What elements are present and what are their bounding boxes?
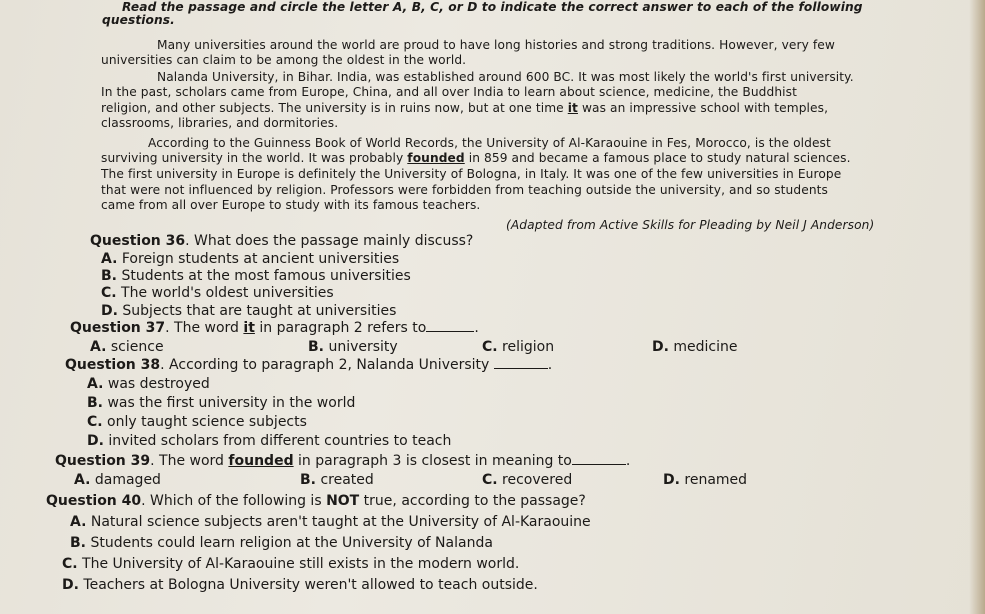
q39-option-b[interactable] bbox=[300, 472, 374, 488]
option-letter: C. bbox=[101, 285, 117, 301]
question-39-number: Question 39 bbox=[55, 453, 151, 469]
option-letter: C. bbox=[87, 414, 103, 430]
question-36-text: . What does the passage mainly discuss? bbox=[185, 233, 474, 249]
q40-option-c[interactable] bbox=[62, 556, 519, 572]
q37-highlight-word: it bbox=[243, 320, 255, 336]
option-text: invited scholars from different countries to teach bbox=[108, 433, 452, 449]
option-text: university bbox=[328, 339, 398, 355]
q38-option-d[interactable] bbox=[87, 433, 451, 449]
option-text: The University of Al-Karaouine still exists in the modern world. bbox=[82, 556, 520, 572]
passage-source: (Adapted from Active Skills for Pleading by Neil J Anderson) bbox=[506, 218, 875, 232]
question-37-number: Question 37 bbox=[70, 320, 166, 336]
option-letter: B. bbox=[70, 535, 86, 551]
q39-option-c[interactable] bbox=[482, 472, 572, 488]
p3-highlight-founded: founded bbox=[407, 151, 465, 165]
q37-text-start: . The word bbox=[165, 320, 244, 336]
q39-text-start: . The word bbox=[150, 453, 229, 469]
q40-option-a[interactable] bbox=[70, 514, 591, 530]
option-text: Subjects that are taught at universities bbox=[122, 303, 397, 319]
q40-option-b[interactable] bbox=[70, 535, 493, 551]
option-letter: D. bbox=[87, 433, 104, 449]
option-letter: A. bbox=[74, 472, 91, 488]
passage-p3-line-5: came from all over Europe to study with its famous teachers. bbox=[101, 198, 481, 212]
question-38-stem bbox=[65, 357, 552, 373]
option-letter: C. bbox=[482, 339, 498, 355]
question-37-stem bbox=[70, 320, 479, 336]
passage-p3-line-2 bbox=[101, 151, 851, 165]
passage-p2-line-3 bbox=[101, 101, 828, 115]
q37-option-a[interactable] bbox=[90, 339, 164, 355]
q36-option-a[interactable] bbox=[101, 251, 399, 267]
page-edge-shadow bbox=[969, 0, 985, 614]
answer-blank bbox=[572, 454, 626, 465]
option-letter: B. bbox=[300, 472, 316, 488]
option-text: Students could learn religion at the University of Nalanda bbox=[90, 535, 493, 551]
answer-blank bbox=[494, 358, 548, 369]
passage-p2-line-4: classrooms, libraries, and dormitories. bbox=[101, 116, 339, 130]
option-letter: C. bbox=[482, 472, 498, 488]
q38-period: . bbox=[547, 357, 553, 373]
option-letter: D. bbox=[652, 339, 669, 355]
q38-option-b[interactable] bbox=[87, 395, 355, 411]
option-letter: D. bbox=[62, 577, 79, 593]
q37-period: . bbox=[474, 320, 479, 336]
option-letter: A. bbox=[101, 251, 118, 267]
p2-l3-end: was an impressive school with temples, bbox=[577, 101, 829, 115]
option-text: Foreign students at ancient universities bbox=[121, 251, 400, 267]
option-letter: C. bbox=[62, 556, 78, 572]
option-text: renamed bbox=[684, 472, 748, 488]
option-letter: B. bbox=[308, 339, 324, 355]
option-text: religion bbox=[502, 339, 555, 355]
instructions-line-2: questions. bbox=[102, 13, 175, 27]
passage-p2-line-2: In the past, scholars came from Europe, China, and all over India to learn about science, medicine, the Buddhist bbox=[101, 85, 797, 99]
passage-p3-line-4: that were not influenced by religion. Professors were forbidden from teaching outside the university, and so students bbox=[101, 183, 828, 197]
p2-highlight-it: it bbox=[567, 101, 578, 115]
option-text: was destroyed bbox=[107, 376, 210, 392]
option-text: medicine bbox=[673, 339, 738, 355]
p2-l3-text: religion, and other subjects. The university is in ruins now, but at one time bbox=[101, 101, 568, 115]
q38-text: . According to paragraph 2, Nalanda University bbox=[160, 357, 490, 373]
passage-p3-line-3: The first university in Europe is definitely the University of Bologna, in Italy. It was one of the few universities in Europe bbox=[101, 167, 842, 181]
q37-option-c[interactable] bbox=[482, 339, 554, 355]
question-36-stem bbox=[90, 233, 473, 249]
q39-period: . bbox=[625, 453, 631, 469]
q37-option-b[interactable] bbox=[308, 339, 398, 355]
q38-option-c[interactable] bbox=[87, 414, 307, 430]
option-letter: A. bbox=[87, 376, 104, 392]
question-40-stem bbox=[46, 493, 586, 509]
option-text: recovered bbox=[502, 472, 573, 488]
q39-highlight-word: founded bbox=[228, 453, 294, 469]
answer-blank bbox=[426, 321, 474, 332]
option-text: damaged bbox=[94, 472, 161, 488]
q40-text-end: true, according to the passage? bbox=[359, 493, 586, 509]
option-letter: D. bbox=[663, 472, 680, 488]
option-letter: A. bbox=[90, 339, 107, 355]
passage-p1-line-1: Many universities around the world are proud to have long histories and strong traditions. However, very few bbox=[157, 38, 835, 52]
passage-p2-line-1: Nalanda University, in Bihar. India, was established around 600 BC. It was most likely the world's first university. bbox=[157, 70, 854, 84]
q39-text-end: in paragraph 3 is closest in meaning to bbox=[293, 453, 572, 469]
q39-option-d[interactable] bbox=[663, 472, 747, 488]
question-38-number: Question 38 bbox=[65, 357, 161, 373]
instructions-line-1: Read the passage and circle the letter A, B, C, or D to indicate the correct answer to each of the following bbox=[122, 0, 863, 14]
option-letter: D. bbox=[101, 303, 118, 319]
q38-option-a[interactable] bbox=[87, 376, 210, 392]
q36-option-c[interactable] bbox=[101, 285, 334, 301]
p3-l2-text: surviving university in the world. It was probably bbox=[101, 151, 408, 165]
q40-text-start: . Which of the following is bbox=[141, 493, 327, 509]
option-letter: B. bbox=[101, 268, 117, 284]
option-text: Natural science subjects aren't taught at the University of Al-Karaouine bbox=[90, 514, 591, 530]
option-text: science bbox=[110, 339, 164, 355]
q39-option-a[interactable] bbox=[74, 472, 161, 488]
option-text: Students at the most famous universities bbox=[121, 268, 411, 284]
q40-not-emphasis: NOT bbox=[326, 493, 360, 509]
q36-option-d[interactable] bbox=[101, 303, 396, 319]
passage-p3-line-1: According to the Guinness Book of World Records, the University of Al-Karaouine in Fes, Morocco, is the oldest bbox=[148, 136, 831, 150]
option-text: only taught science subjects bbox=[107, 414, 307, 430]
option-text: The world's oldest universities bbox=[121, 285, 334, 301]
option-letter: B. bbox=[87, 395, 103, 411]
question-40-number: Question 40 bbox=[46, 493, 142, 509]
q37-text-end: in paragraph 2 refers to bbox=[254, 320, 427, 336]
option-letter: A. bbox=[70, 514, 87, 530]
option-text: Teachers at Bologna University weren't allowed to teach outside. bbox=[83, 577, 538, 593]
p3-l2-end: in 859 and became a famous place to study natural sciences. bbox=[464, 151, 851, 165]
question-39-stem bbox=[55, 453, 630, 469]
q36-option-b[interactable] bbox=[101, 268, 411, 284]
q40-option-d[interactable] bbox=[62, 577, 538, 593]
option-text: created bbox=[320, 472, 374, 488]
option-text: was the first university in the world bbox=[107, 395, 356, 411]
question-36-number: Question 36 bbox=[90, 233, 186, 249]
passage-p1-line-2: universities can claim to be among the oldest in the world. bbox=[101, 53, 467, 67]
q37-option-d[interactable] bbox=[652, 339, 738, 355]
